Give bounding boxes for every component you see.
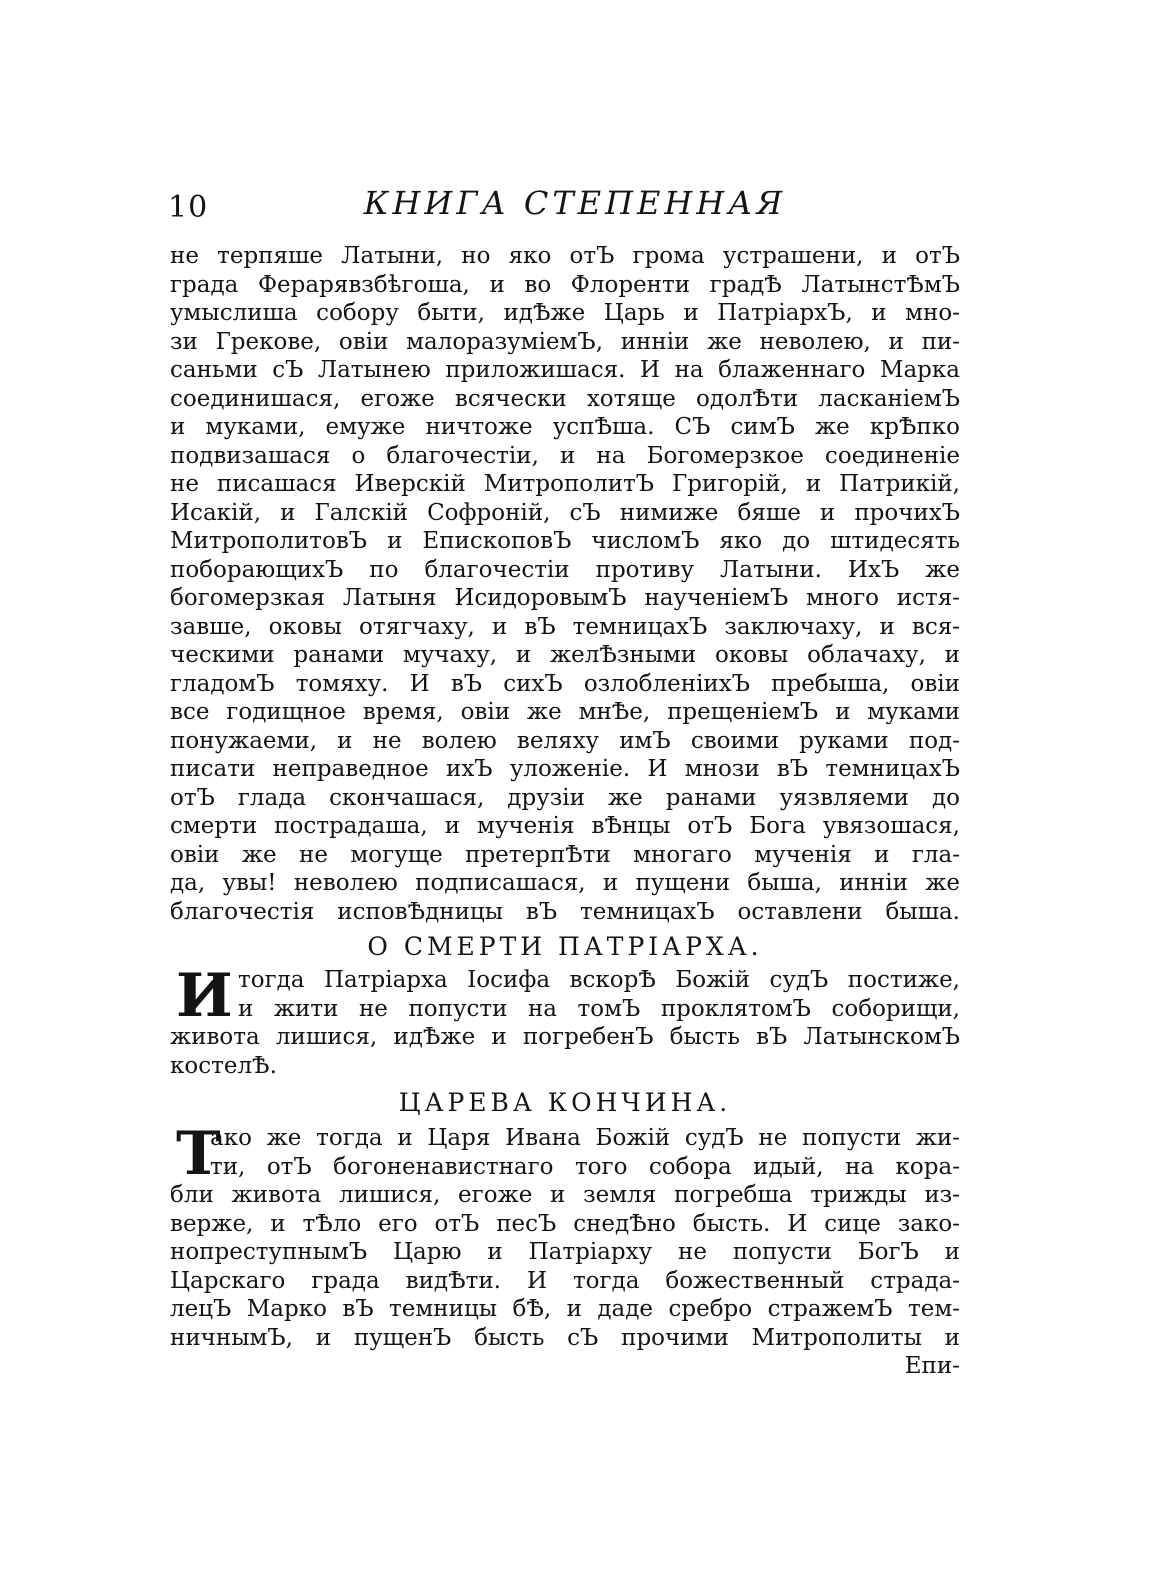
body-line: костелѢ. (170, 1052, 277, 1079)
body-line: саньми сЪ Латынею приложишася. И на блаженнаго Марка (170, 357, 960, 383)
body-line: и жити не попусти на томЪ проклятомЪ соборищи, (238, 995, 960, 1022)
body-line: ти, отЪ богоненавистнаго того собора идый, на кора- (210, 1153, 960, 1180)
body-line: соединишася, егоже всячески хотяще одолѢти ласканiемЪ (170, 385, 960, 412)
body-line: ческими ранами мучаху, и желѢзными оковы облачаху, и (170, 642, 960, 668)
body-line: овiи же не могуще претерпѢти многаго мученiя и гла- (170, 841, 960, 868)
body-line: ничнымЪ, и пущенЪ бысть сЪ прочими Митрополиты и (170, 1324, 960, 1351)
body-line: смерти пострадаша, и мученiя вѢнцы отЪ Бога увязошася, (170, 813, 960, 839)
body-line: да, увы! неволею подписашася, и пущени быша, иннiи же (170, 870, 960, 896)
body-line: не писашася Иверскiй МитрополитЪ Григорiй, и Патрикiй, (170, 471, 960, 497)
body-line: зи Грекове, овiи малоразумiемЪ, иннiи же неволею, и пи- (170, 328, 960, 355)
body-line: нопреступнымЪ Царю и Патрiарху не попусти БогЪ и (170, 1239, 960, 1265)
body-line: лецЪ Марко вЪ темницы бѢ, и даде сребро стражемЪ тем- (170, 1296, 960, 1322)
section-heading-patriarch-death: О СМЕРТИ ПАТРIАРХА. (367, 932, 763, 961)
body-line: все годищное время, овiи же мнѢе, прещенiемЪ и муками (170, 699, 960, 725)
body-line: ако же тогда и Царя Ивана Божiй судЪ не попусти жи- (210, 1125, 960, 1151)
body-line: града Ферарявзбѣгоша, и во Флоренти градѢ ЛатынстѢмЪ (170, 271, 960, 298)
body-line: Исакiй, и Галскiй Софронiй, сЪ нимиже бяше и прочихЪ (170, 499, 960, 526)
body-line: завше, оковы отягчаху, и вЪ темницахЪ заключаху, и вся- (170, 613, 960, 640)
section-heading-tsar-death: ЦАРЕВА КОНЧИНА. (398, 1088, 732, 1117)
body-line: Царскаго града видѢти. И тогда божественный страда- (170, 1267, 960, 1294)
body-line: живота лишися, идѢже и погребенЪ бысть вЪ ЛатынскомЪ (170, 1024, 960, 1050)
body-line: не терпяше Латыни, но яко отЪ грома устрашени, и отЪ (170, 243, 960, 269)
running-title: КНИГА СТЕПЕННАЯ (363, 184, 787, 222)
body-line: благочестiя исповѢдницы вЪ темницахЪ оставлени быша. (170, 898, 960, 925)
body-line: и муками, емуже ничтоже успѢша. СЪ симЪ же крѢпко (170, 414, 960, 440)
body-line: писати неправедное ихЪ уложенiе. И мнози вЪ темницахЪ (170, 756, 960, 782)
body-line: отЪ глада скончашася, друзiи же ранами уязвляеми до (170, 784, 960, 811)
body-line: гладомЪ томяху. И вЪ сихЪ озлобленiихЪ пребыша, овiи (170, 670, 960, 697)
body-text (170, 242, 960, 926)
drop-cap: И (176, 961, 233, 1031)
body-line: верже, и тѢло его отЪ песЪ снедѢно бысть. И сице зако- (170, 1210, 960, 1237)
drop-cap: Т (176, 1119, 221, 1189)
catchword: Епи- (904, 1353, 960, 1379)
body-line: подвизашася о благочестiи, и на Богомерзкое соединенiе (170, 442, 960, 469)
body-line: МитрополитовЪ и ЕпископовЪ числомЪ яко до штидесять (170, 528, 960, 554)
body-line: поборающихЪ по благочестiи противу Латыни. ИхЪ же (170, 556, 960, 583)
body-line: понужаеми, и не волею веляху имЪ своими руками под- (170, 727, 960, 754)
section-paragraph-tsar (170, 1119, 960, 1381)
body-line: бли живота лишися, егоже и земля погребша трижды из- (170, 1182, 960, 1208)
section-paragraph-patriarch (170, 961, 960, 1080)
page-number: 10 (168, 190, 209, 225)
body-line: тогда Патрiарха Iосифа вскорѢ Божiй судЪ постиже, (238, 967, 960, 993)
body-line: умыслиша собору быти, идѢже Царь и ПатрiархЪ, и мно- (170, 300, 960, 326)
body-line: богомерзкая Латыня ИсидоровымЪ наученiемЪ много истя- (170, 585, 960, 611)
